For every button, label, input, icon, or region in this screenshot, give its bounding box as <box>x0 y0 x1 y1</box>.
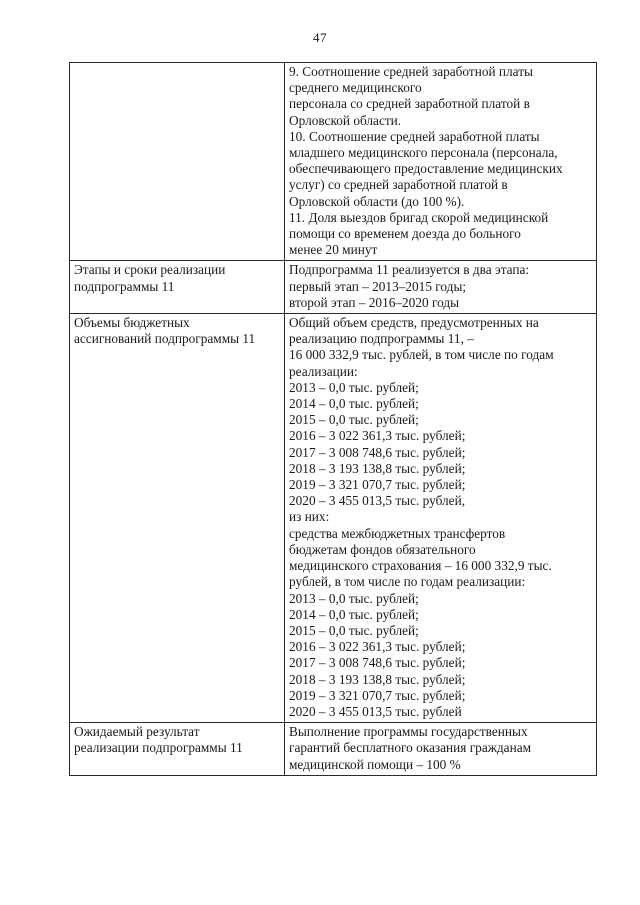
value-line: 10. Соотношение средней заработной платы <box>289 128 540 144</box>
value-line: 2015 – 0,0 тыс. рублей; <box>289 412 419 428</box>
value-line: 2020 – 3 455 013,5 тыс. рублей <box>289 703 462 719</box>
value-line: 11. Доля выездов бригад скорой медицинской <box>289 209 549 225</box>
value-line: 2017 – 3 008 748,6 тыс. рублей; <box>289 655 466 671</box>
value-line: 2015 – 0,0 тыс. рублей; <box>289 622 419 638</box>
value-line: 2014 – 0,0 тыс. рублей; <box>289 606 419 622</box>
value-line: 2013 – 0,0 тыс. рублей; <box>289 590 419 606</box>
value-line: среднего медицинского <box>289 80 422 96</box>
value-line: реализации: <box>289 363 358 379</box>
indicators-continued-row <box>70 63 597 261</box>
value-line: медицинского страхования – 16 000 332,9 тыс. <box>289 558 552 574</box>
value-line: из них: <box>289 509 330 525</box>
expected-result-row <box>70 723 597 776</box>
value-line: 2016 – 3 022 361,3 тыс. рублей; <box>289 639 466 655</box>
value-line: второй этап – 2016–2020 годы <box>289 294 460 310</box>
value-line: первый этап – 2013–2015 годы; <box>289 278 467 294</box>
stages-row <box>70 261 597 314</box>
row-value-cell <box>285 314 597 723</box>
value-line: Орловской области. <box>289 112 402 128</box>
label-line: Этапы и сроки реализации <box>74 262 226 278</box>
value-line: 16 000 332,9 тыс. рублей, в том числе по годам <box>289 347 554 363</box>
passport-table-body <box>70 63 597 776</box>
label-line: Ожидаемый результат <box>74 724 200 740</box>
value-line: рублей, в том числе по годам реализации: <box>289 574 526 590</box>
value-line: Подпрограмма 11 реализуется в два этапа: <box>289 262 530 278</box>
value-line: гарантий бесплатного оказания гражданам <box>289 740 532 756</box>
value-line: 2017 – 3 008 748,6 тыс. рублей; <box>289 444 466 460</box>
value-line: персонала со средней заработной платой в <box>289 96 530 112</box>
row-label-cell <box>70 723 285 776</box>
row-value-cell <box>285 63 597 261</box>
value-line: услуг) со средней заработной платой в <box>289 177 508 193</box>
subprogram-passport-table <box>69 62 597 776</box>
row-label-cell <box>70 314 285 723</box>
value-line: 2019 – 3 321 070,7 тыс. рублей; <box>289 687 466 703</box>
value-line: 2016 – 3 022 361,3 тыс. рублей; <box>289 428 466 444</box>
value-line: младшего медицинского персонала (персонала, <box>289 145 558 161</box>
page-number: 47 <box>313 30 327 45</box>
value-line: медицинской помощи – 100 % <box>289 756 461 772</box>
value-line: 2018 – 3 193 138,8 тыс. рублей; <box>289 460 466 476</box>
value-line: Выполнение программы государственных <box>289 724 528 740</box>
value-line: бюджетам фондов обязательного <box>289 541 476 557</box>
value-line: средства межбюджетных трансфертов <box>289 525 506 541</box>
value-line: 9. Соотношение средней заработной платы <box>289 64 533 79</box>
value-line: помощи со временем доезда до больного <box>289 226 521 242</box>
label-line: реализации подпрограммы 11 <box>74 740 243 756</box>
label-line: подпрограммы 11 <box>74 278 175 294</box>
row-value-cell <box>285 723 597 776</box>
value-line: Общий объем средств, предусмотренных на <box>289 315 539 331</box>
value-line: обеспечивающего предоставление медицинских <box>289 161 563 177</box>
value-line: менее 20 минут <box>289 242 378 258</box>
row-label-cell <box>70 261 285 314</box>
label-line: Объемы бюджетных <box>74 315 190 331</box>
budget-row <box>70 314 597 723</box>
row-value-cell <box>285 261 597 314</box>
value-line: 2013 – 0,0 тыс. рублей; <box>289 379 419 395</box>
value-line: 2014 – 0,0 тыс. рублей; <box>289 396 419 412</box>
label-line: ассигнований подпрограммы 11 <box>74 331 256 347</box>
value-line: 2018 – 3 193 138,8 тыс. рублей; <box>289 671 466 687</box>
value-line: Орловской области (до 100 %). <box>289 193 465 209</box>
value-line: 2019 – 3 321 070,7 тыс. рублей; <box>289 477 466 493</box>
value-line: реализацию подпрограммы 11, – <box>289 331 474 347</box>
value-line: 2020 – 3 455 013,5 тыс. рублей, <box>289 493 466 509</box>
row-label-cell <box>70 63 285 261</box>
